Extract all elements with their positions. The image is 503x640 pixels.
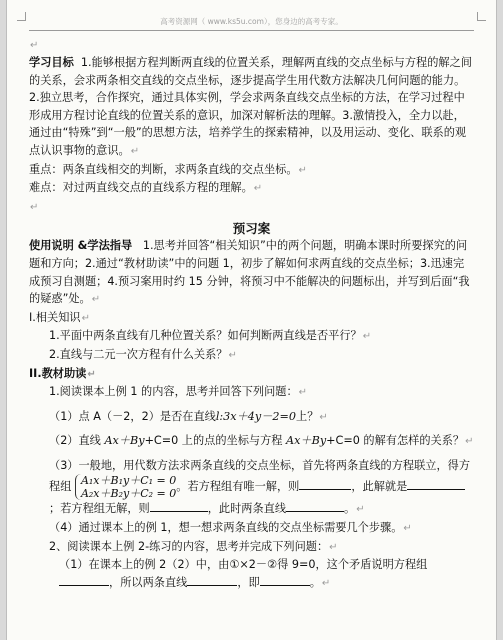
task-2-problem-1-a: ，所以两条直线 <box>109 575 188 589</box>
answer-blank[interactable] <box>59 574 109 586</box>
usage-guide: 使用说明 &学法指导 1.思考并回答“相关知识”中的两个问题，明确本课时所要探究的问题和方向；2.通过“教材助读”中的问题 1，初步了解如何求两直线的交点坐标；3.迅速完成预习自测题；4.预习案用时约 15 分钟，将预习中不能解决的问题标出，并写到后面“我的疑惑”处。↵ <box>29 239 470 306</box>
problem-2-end: +C=0 的解有怎样的关系？ <box>326 434 465 448</box>
difficult-point: 难点：对过两直线交点的直线系方程的理解。↵ <box>29 181 263 195</box>
reading-task-2: 2、阅读课本上例 2-练习的内容，思考并完成下列问题：↵ <box>49 539 338 553</box>
problem-4-text: （4）通过课本上的例 1，想一想求两条直线的交点坐标需要几个步骤。 <box>49 521 403 535</box>
related-label: I.相关知识 <box>29 310 81 324</box>
problem-3-e: 。 <box>344 502 356 516</box>
problem-2-mid: +C=0 上的点的坐标与方程 <box>144 434 283 448</box>
reading-task-1-text: 1.阅读课本上例 1 的内容，思考并回答下列问题： <box>49 385 298 399</box>
problem-2-text: （2）直线 <box>49 434 101 448</box>
reading-task-2-problem-1: （1）在课本上的例 2（2）中，由①×2－②得 9=0，这个矛盾说明方程组，所以两条直线 ，即 。↵ <box>59 558 428 589</box>
answer-blank[interactable] <box>407 478 465 490</box>
empty-paragraph: ↵ <box>30 201 39 213</box>
answer-blank[interactable] <box>299 478 351 490</box>
equation-system <box>75 474 176 500</box>
problem-1-end: 上？ <box>296 409 319 423</box>
answer-blank[interactable] <box>187 574 237 586</box>
reading-task-1: 1.阅读课本上例 1 的内容，思考并回答下列问题：↵ <box>49 385 308 399</box>
guide-label: 使用说明 &学法指导 <box>29 239 133 253</box>
goals-text: 1.能够根据方程判断两直线的位置关系，理解两直线的交点坐标与方程的解之间的关系，会求两条相交直线的交点坐标，逐步提高学生用代数方法解决几何问题的能力。2.独立思考，合作探究，通过具体实例，学会求两条直线交点坐标的方法，在学习过程中形成用方程讨论直线的位置关系的意识，加深对解析法的理解。3.激情投入，全力以赴，通过由“特殊”到“一般”的思想方法，培养学生的探索精神，以及用运动、变化、联系的观点认识事物的意识。 <box>29 56 472 157</box>
empty-paragraph: ↵ <box>30 40 39 51</box>
task-2-problem-1-b: ，即 <box>237 575 260 589</box>
answer-blank[interactable] <box>150 500 208 512</box>
goals-label: 学习目标 <box>29 56 74 69</box>
page-header: 高考资源网（ www.ks5u.com），您身边的高考专家。 <box>160 17 343 26</box>
difficulty-text: 对过两直线交点的直线系方程的理解。 <box>62 181 253 195</box>
equation-2: A₂x＋B₂y＋C₂ = 0 <box>80 487 177 501</box>
question-1-text: 1.平面中两条直线有几种位置关系？如何判断两直线是否平行？ <box>49 329 362 343</box>
problem-3-text: （3）一般地，用代数方法求两条直线的交点坐标，首先将两条直线的方程联立，得方程组 <box>49 458 471 494</box>
textbook-label: II.教材助读 <box>29 366 87 380</box>
problem-3-b: ，此解就是 <box>351 480 408 494</box>
problem-3-c: ；若方程组无解，则 <box>49 502 150 516</box>
document-page <box>6 0 497 640</box>
document-body <box>29 36 474 592</box>
section-title: 预习案 <box>232 220 271 236</box>
problem-3-d: ，此时两条直线 <box>207 502 287 516</box>
question-1: 1.平面中两条直线有几种位置关系？如何判断两直线是否平行？↵ <box>49 329 372 343</box>
line-equation: l:3x＋4y－2=0 <box>215 409 297 423</box>
related-knowledge-heading: I.相关知识↵ <box>29 310 90 324</box>
question-2-text: 2.直线与二元一次方程有什么关系？ <box>49 347 228 361</box>
header-divider <box>29 30 474 31</box>
problem-1: （1）点 A（－2，2）是否在直线l:3x＋4y－2=0上？↵ <box>49 409 328 423</box>
task-2-problem-1-text: （1）在课本上的例 2（2）中，由①×2－②得 9=0，这个矛盾说明方程组 <box>59 558 428 572</box>
key-point: 重点：两条直线相交的判断，求两条直线的交点坐标。↵ <box>29 162 307 176</box>
key-text: 两条直线相交的判断，求两条直线的交点坐标。 <box>62 162 298 176</box>
reading-task-2-text: 2、阅读课本上例 2-练习的内容，思考并完成下列问题： <box>49 539 329 553</box>
problem-3-a: 。若方程组有唯一解，则 <box>176 480 300 494</box>
problem-4: （4）通过课本上的例 1，想一想求两条直线的交点坐标需要几个步骤。↵ <box>49 521 412 535</box>
textbook-heading: II.教材助读↵ <box>29 366 96 380</box>
line-expression-2: Ax＋By <box>286 434 327 448</box>
guide-text: 1.思考并回答“相关知识”中的两个问题，明确本课时所要探究的问题和方向；2.通过“教材助读”中的问题 1，初步了解如何求两直线的交点坐标；3.迅速完成预习自测题；4.预习案用时约 15 分钟，将预习中不能解决的问题标出，并写到后面“我的疑惑”处。 <box>29 239 470 306</box>
problem-1-text: （1）点 A（－2，2）是否在直线 <box>49 409 216 423</box>
answer-blank[interactable] <box>286 500 344 512</box>
equation-1: A₁x＋B₁y＋C₁ = 0 <box>80 474 177 488</box>
line-expression-1: Ax＋By <box>104 434 145 448</box>
learning-goals: 学习目标 1.能够根据方程判断两直线的位置关系，理解两直线的交点坐标与方程的解之间的关系，会求两条相交直线的交点坐标，逐步提高学生用代数方法解决几何问题的能力。2.独立思考，合作探究，通过具体实例，学会求两条直线交点坐标的方法，在学习过程中形成用方程讨论直线的位置关系的意识，加深对解析法的理解。3.激情投入，全力以赴，通过由“特殊”到“一般”的思想方法，培养学生的探索精神，以及用运动、变化、联系的观点认识事物的意识。↵ <box>29 56 472 157</box>
problem-3: （3）一般地，用代数方法求两条直线的交点坐标，首先将两条直线的方程联立，得方程组 A₁x＋B₁y＋C₁ = 0 A₂x＋B₂y＋C₂ = 0。若方程组有唯一解，则 ，此解就是；若方程组无解，则 ，此时两条直线 。↵ <box>49 458 471 516</box>
answer-blank[interactable] <box>260 574 310 586</box>
question-2: 2.直线与二元一次方程有什么关系？↵ <box>49 347 237 361</box>
problem-2: （2）直线 Ax＋By+C=0 上的点的坐标与方程 Ax＋By+C=0 的解有怎样的关系？↵ <box>49 434 474 448</box>
task-2-problem-1-c: 。 <box>309 575 321 589</box>
key-label: 重点： <box>29 162 63 176</box>
difficulty-label: 难点： <box>29 181 63 195</box>
